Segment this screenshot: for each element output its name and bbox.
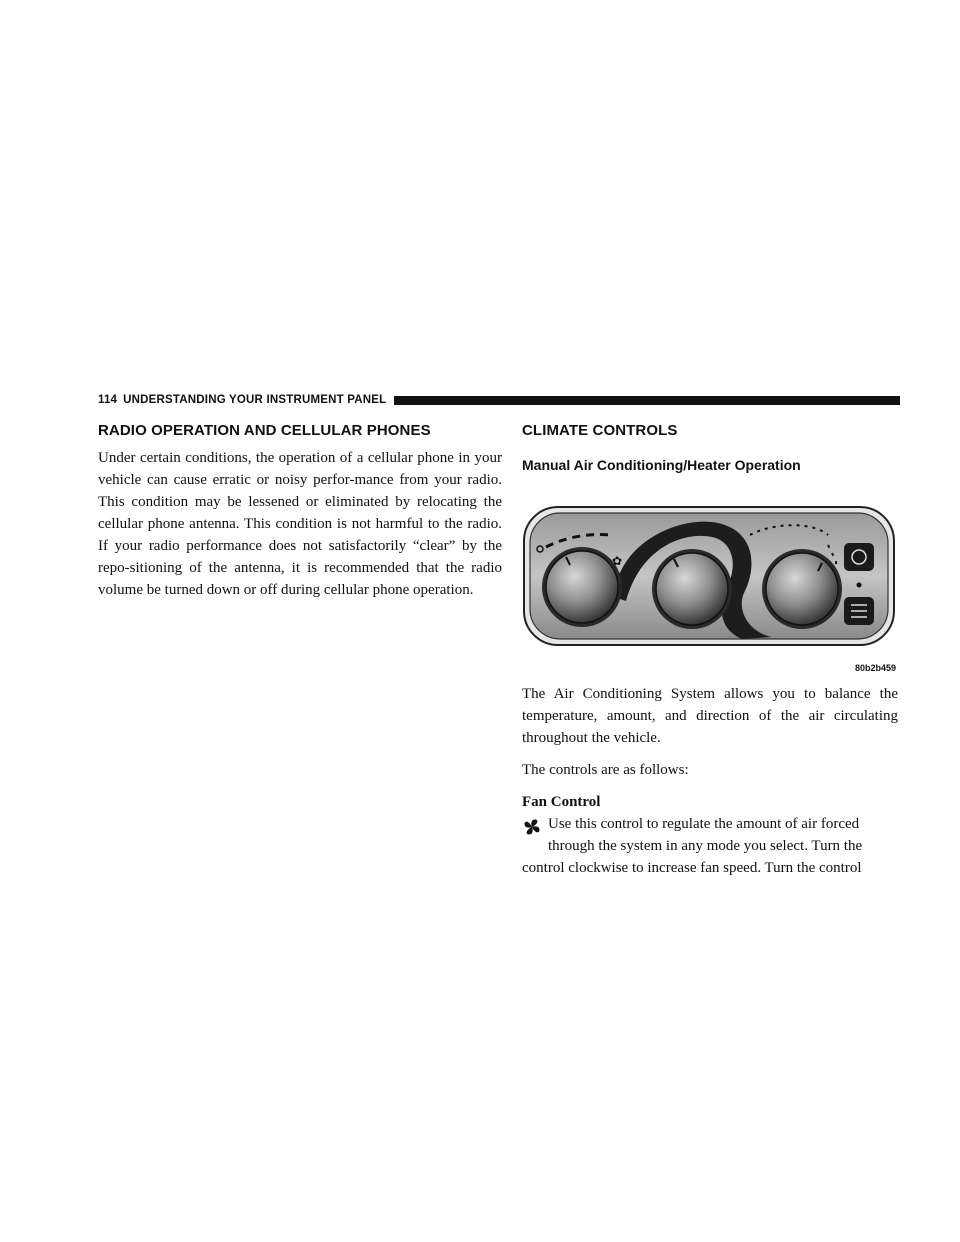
fan-control-description [522, 813, 898, 879]
ac-system-paragraph: The Air Conditioning System allows you to balance the temperature, amount, and direction of the air circulating throughout the vehicle. [522, 686, 898, 746]
radio-cellular-heading: RADIO OPERATION AND CELLULAR PHONES [98, 422, 431, 439]
figure-code: 80b2b459 [854, 663, 896, 673]
fan-control-title: Fan Control [522, 794, 601, 810]
left-column [98, 420, 502, 611]
page-header [98, 392, 900, 408]
fan-control-line-2: through the system in any mode you select. Turn the [548, 838, 863, 854]
climate-controls-heading: CLIMATE CONTROLS [522, 422, 678, 439]
radio-cellular-paragraph: Under certain conditions, the operation of a cellular phone in your vehicle can cause erratic or noisy perfor-mance from your radio. This condition may be lessened or eliminated by relocating the cellular phone antenna. This condition is not harmful to the radio. If your radio performance does not satisfactorily “clear” by the repo-sitioning of the antenna, it is recommended that the radio volume be turned down or off during cellular phone operation. [98, 450, 502, 598]
climate-control-panel-illustration [522, 501, 898, 651]
controls-intro-paragraph: The controls are as follows: [522, 762, 689, 778]
header-rule [394, 396, 900, 405]
climate-control-figure [522, 501, 898, 671]
fan-control-line-1: Use this control to regulate the amount of air forced [548, 816, 860, 832]
fan-control-line-3: control clockwise to increase fan speed. Turn the control [522, 860, 862, 876]
climate-text [522, 683, 898, 879]
page-number: 114 [98, 394, 118, 406]
fan-icon [522, 817, 542, 837]
manual-ac-heater-subheading: Manual Air Conditioning/Heater Operation [522, 457, 801, 473]
running-section-title: UNDERSTANDING YOUR INSTRUMENT PANEL [123, 394, 387, 406]
svg-text:✿: ✿ [612, 554, 623, 568]
right-column [522, 420, 898, 879]
